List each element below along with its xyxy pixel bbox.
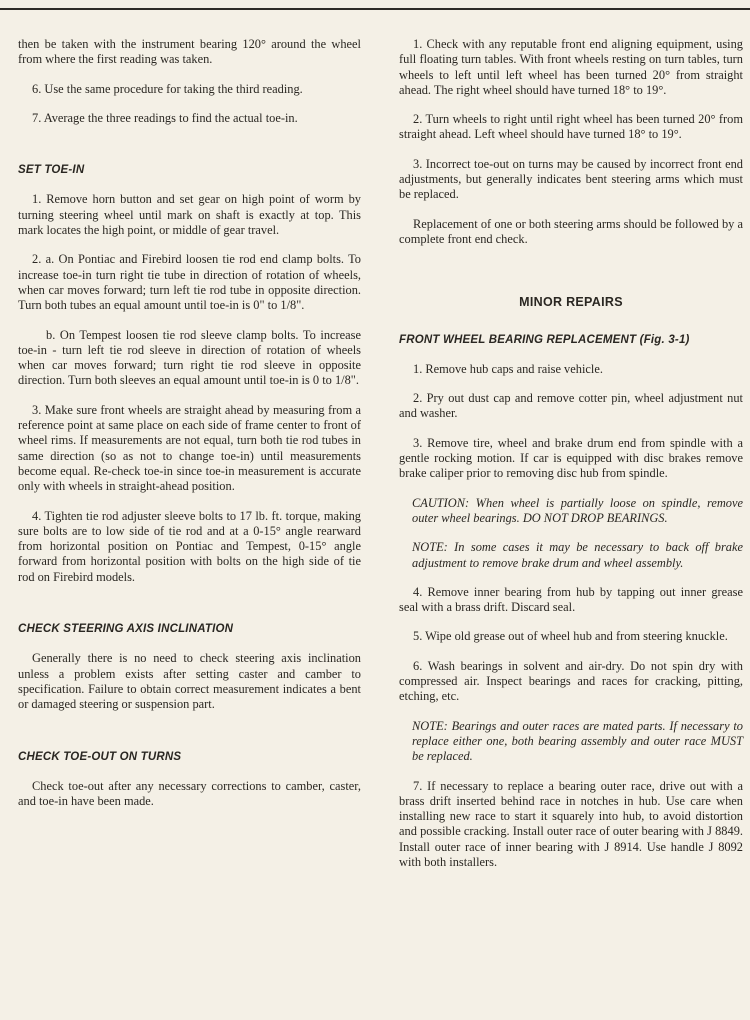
right-column bbox=[399, 37, 743, 884]
heading-set-toe-in: SET TOE-IN bbox=[18, 164, 85, 177]
paragraph-step-6: 6. Use the same procedure for taking the third reading. bbox=[32, 81, 303, 96]
left-column bbox=[18, 37, 361, 823]
paragraph-turn-replacement: Replacement of one or both steering arms should be followed by a complete front end check. bbox=[399, 216, 743, 246]
paragraph-toe-out: Check toe-out after any necessary corrections to camber, caster, and toe-in have been made. bbox=[18, 778, 361, 809]
paragraph-bearing-1: 1. Remove hub caps and raise vehicle. bbox=[413, 361, 603, 376]
heading-check-toe-out: CHECK TOE-OUT ON TURNS bbox=[18, 750, 182, 763]
heading-minor-repairs: MINOR REPAIRS bbox=[519, 295, 623, 310]
paragraph-bearing-7: 7. If necessary to replace a bearing outer race, drive out with a brass drift inserted behind race in notches in hub. Use care when installing new race to start it squarely into hub, to avoid distortion and possible cracking. Install outer race of outer bearing with J 8849. Install outer race of inner bearing with J 8914. Use handle J 8092 with both installers. bbox=[399, 778, 743, 869]
top-rule bbox=[0, 8, 750, 10]
caution-note: CAUTION: When wheel is partially loose on spindle, remove outer wheel bearings. DO NOT DROP BEARINGS. bbox=[412, 495, 743, 525]
paragraph-bearing-3: 3. Remove tire, wheel and brake drum end from spindle with a gentle rocking motion. If car is equipped with disc brakes remove brake caliper prior to removing disc hub from spindle. bbox=[399, 435, 743, 481]
paragraph-set-toe-in-2b: b. On Tempest loosen tie rod sleeve clamp bolts. To increase toe-in - turn left tie rod sleeve in direction of rotation of wheels when car moves forward; turn right tie rod sleeve in opposite direction. Turn both sleeves an equal amount until toe-in is 0 to 1/8". bbox=[18, 327, 361, 388]
paragraph-continuation: then be taken with the instrument bearing 120° around the wheel from where the first reading was taken. bbox=[18, 37, 361, 67]
note-mated-parts: NOTE: Bearings and outer races are mated parts. If necessary to replace either one, both bearing assembly and outer race MUST be replaced. bbox=[412, 718, 743, 764]
paragraph-bearing-4: 4. Remove inner bearing from hub by tapping out inner grease seal with a brass drift. Discard seal. bbox=[399, 584, 743, 615]
paragraph-set-toe-in-3: 3. Make sure front wheels are straight ahead by measuring from a reference point at same place on each side of frame center to front of wheel rims. If measurements are not equal, turn both tie rod tubes in same direction (so as not to change toe-in) until measurements become equal. Re-check toe-in since toe-in measurement is accurate only with wheels in straight-ahead position. bbox=[18, 402, 361, 494]
paragraph-bearing-5: 5. Wipe old grease out of wheel hub and from steering knuckle. bbox=[413, 629, 728, 644]
heading-front-wheel-bearing: FRONT WHEEL BEARING REPLACEMENT (Fig. 3-1) bbox=[399, 333, 690, 346]
paragraph-turn-2: 2. Turn wheels to right until right wheel has been turned 20° from straight ahead. Left wheel should have turned 18° to 19°. bbox=[399, 112, 743, 142]
paragraph-bearing-2: 2. Pry out dust cap and remove cotter pin, wheel adjustment nut and washer. bbox=[399, 391, 743, 421]
paragraph-step-7: 7. Average the three readings to find the actual toe-in. bbox=[32, 110, 298, 125]
paragraph-bearing-6: 6. Wash bearings in solvent and air-dry. Do not spin dry with compressed air. Inspect bearings and races for cracking, pitting, etching, etc. bbox=[399, 658, 743, 704]
note-brake-adjustment: NOTE: In some cases it may be necessary to back off brake adjustment to remove brake drum and wheel assembly. bbox=[412, 540, 743, 570]
paragraph-steering-axis: Generally there is no need to check steering axis inclination unless a problem exists after setting caster and camber to specification. Failure to obtain correct measurement indicates a bent or damaged steering or suspension part. bbox=[18, 651, 361, 712]
paragraph-turn-1: 1. Check with any reputable front end aligning equipment, using full floating turn tables. With front wheels resting on turn tables, turn wheels to left until left wheel has been turned 20° from straight ahead. The right wheel should have turned 18° to 19°. bbox=[399, 37, 743, 97]
heading-check-steering-axis: CHECK STEERING AXIS INCLINATION bbox=[18, 623, 234, 636]
paragraph-turn-3: 3. Incorrect toe-out on turns may be caused by incorrect front end adjustments, but generally indicates bent steering arms which must be replaced. bbox=[399, 156, 743, 202]
paragraph-set-toe-in-2a: 2. a. On Pontiac and Firebird loosen tie rod end clamp bolts. To increase toe-in turn right tie tube in direction of rotation of wheels, when car moves forward; turn left tie rod tube in opposite direction. Turn both tubes an equal amount until toe-in is 0" to 1/8". bbox=[18, 252, 361, 313]
paragraph-set-toe-in-4: 4. Tighten tie rod adjuster sleeve bolts to 17 lb. ft. torque, making sure bolts are to low side of tie rod and at a 0-15° angle rearward from horizontal position on Pontiac and Tempest, 0-15° angle forward from horizontal position with bolts on the high side of tie rod on Firebird models. bbox=[18, 508, 361, 584]
paragraph-set-toe-in-1: 1. Remove horn button and set gear on high point of worm by turning steering wheel until mark on shaft is exactly at top. This mark locates the high point, or middle of gear travel. bbox=[18, 192, 361, 238]
